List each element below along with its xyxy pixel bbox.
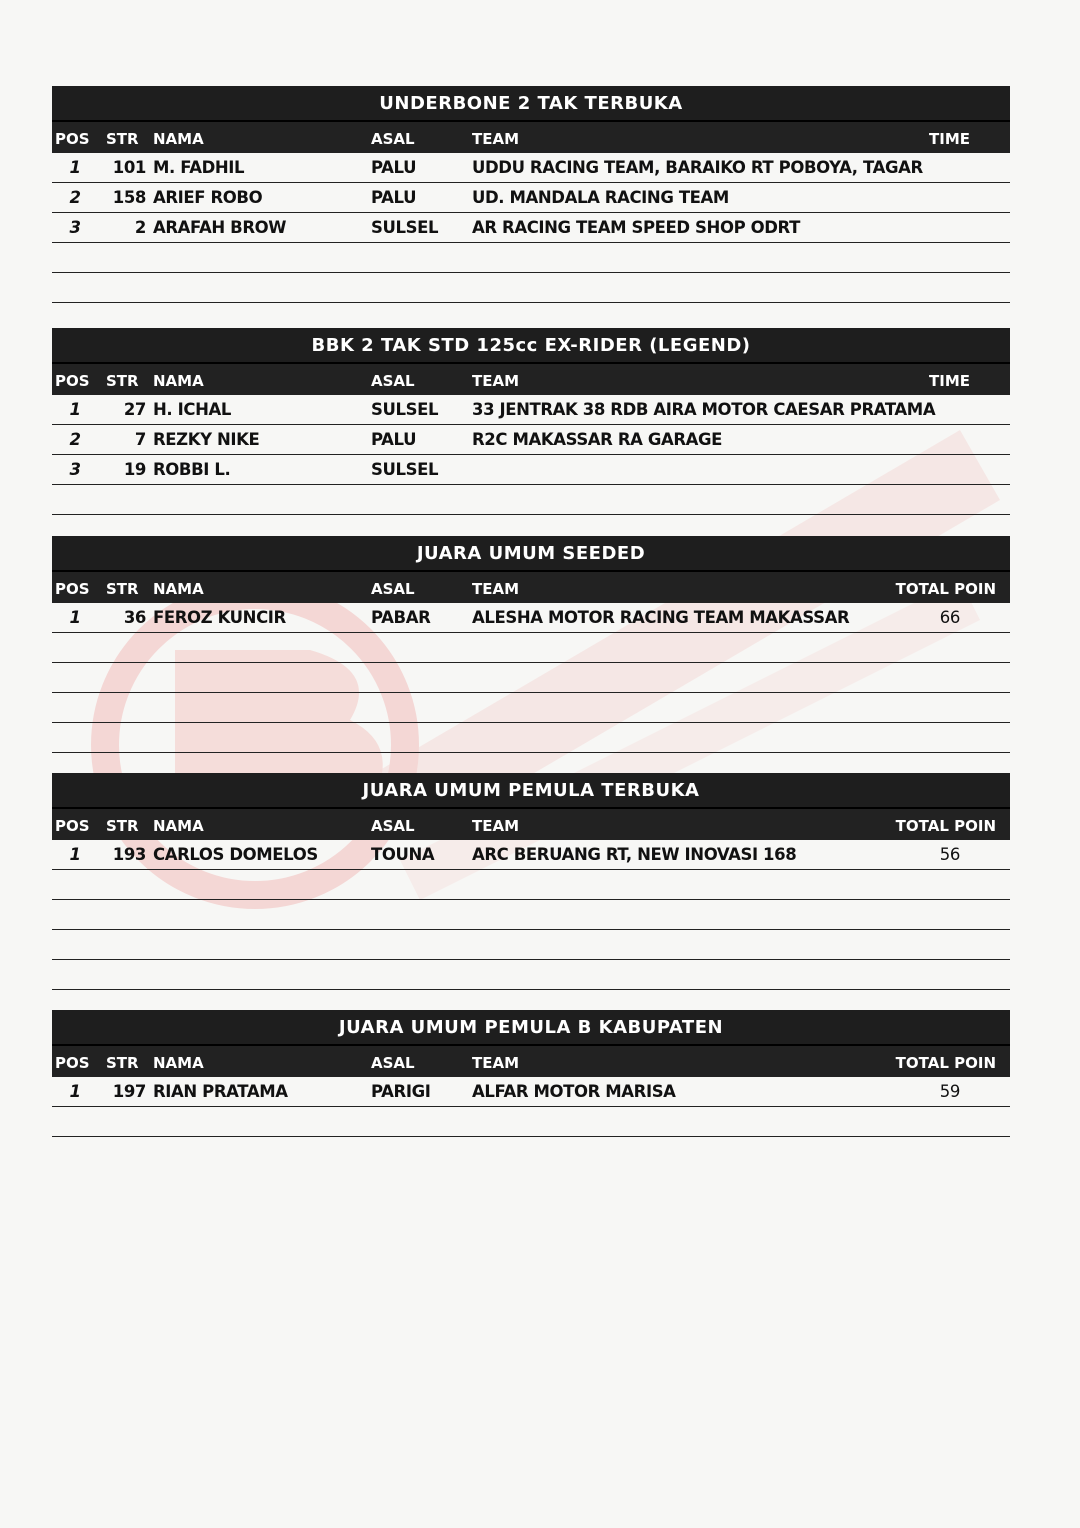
col-team: TEAM <box>472 130 520 148</box>
cell-nama: CARLOS DOMELOS <box>153 845 318 864</box>
cell-asal: PALU <box>371 430 417 449</box>
cell-asal: TOUNA <box>371 845 435 864</box>
cell-asal: PARIGI <box>371 1082 431 1101</box>
table-row <box>52 183 1010 213</box>
cell-team: ALFAR MOTOR MARISA <box>472 1082 676 1101</box>
cell-asal: PALU <box>371 188 417 207</box>
cell-team: UD. MANDALA RACING TEAM <box>472 188 729 207</box>
cell-pos: 1 <box>69 608 81 627</box>
cell-pos: 1 <box>69 158 81 177</box>
col-team: TEAM <box>472 372 520 390</box>
cell-pos: 2 <box>69 188 81 207</box>
empty-row <box>52 900 1010 930</box>
cell-asal: SULSEL <box>371 460 439 479</box>
empty-row <box>52 243 1010 273</box>
cell-total-poin: 56 <box>939 845 960 864</box>
table-row <box>52 603 1010 633</box>
cell-total-poin: 59 <box>939 1082 960 1101</box>
section-juara-seeded <box>52 536 1010 753</box>
empty-row <box>52 930 1010 960</box>
table-row <box>52 395 1010 425</box>
table-header <box>52 809 1010 840</box>
col-asal: ASAL <box>371 130 415 148</box>
cell-str: 36 <box>123 608 146 627</box>
col-pos: POS <box>55 1054 90 1072</box>
empty-row <box>52 663 1010 693</box>
col-nama: NAMA <box>153 580 204 598</box>
empty-row <box>52 870 1010 900</box>
cell-nama: ARIEF ROBO <box>153 188 263 207</box>
cell-team: UDDU RACING TEAM, BARAIKO RT POBOYA, TAGAR <box>472 158 923 177</box>
cell-total-poin: 66 <box>939 608 960 627</box>
col-asal: ASAL <box>371 372 415 390</box>
col-nama: NAMA <box>153 817 204 835</box>
table-header <box>52 572 1010 603</box>
empty-row <box>52 485 1010 515</box>
section-juara-pemula-b-kabupaten <box>52 1010 1010 1137</box>
cell-str: 193 <box>112 845 146 864</box>
col-str: STR <box>106 372 139 390</box>
cell-str: 19 <box>123 460 146 479</box>
col-str: STR <box>106 130 139 148</box>
col-asal: ASAL <box>371 580 415 598</box>
table-row <box>52 1077 1010 1107</box>
empty-row <box>52 1107 1010 1137</box>
empty-row <box>52 693 1010 723</box>
table-header <box>52 364 1010 395</box>
cell-team: R2C MAKASSAR RA GARAGE <box>472 430 723 449</box>
col-total-poin: TOTAL POIN <box>895 1054 996 1072</box>
cell-team: ARC BERUANG RT, NEW INOVASI 168 <box>472 845 797 864</box>
section-title: JUARA UMUM PEMULA TERBUKA <box>52 773 1010 809</box>
cell-pos: 3 <box>69 218 81 237</box>
cell-pos: 1 <box>69 1082 81 1101</box>
table-row <box>52 840 1010 870</box>
cell-nama: ROBBI L. <box>153 460 231 479</box>
section-juara-pemula-terbuka <box>52 773 1010 990</box>
section-underbone <box>52 86 1010 303</box>
col-time: TIME <box>929 130 970 148</box>
empty-row <box>52 273 1010 303</box>
col-team: TEAM <box>472 817 520 835</box>
cell-str: 7 <box>134 430 146 449</box>
table-row <box>52 213 1010 243</box>
cell-nama: FEROZ KUNCIR <box>153 608 286 627</box>
table-header <box>52 122 1010 153</box>
col-str: STR <box>106 817 139 835</box>
col-team: TEAM <box>472 580 520 598</box>
cell-nama: RIAN PRATAMA <box>153 1082 288 1101</box>
section-title: BBK 2 TAK STD 125cc EX-RIDER (LEGEND) <box>52 328 1010 364</box>
table-header <box>52 1046 1010 1077</box>
section-title: UNDERBONE 2 TAK TERBUKA <box>52 86 1010 122</box>
col-total-poin: TOTAL POIN <box>895 580 996 598</box>
section-title: JUARA UMUM SEEDED <box>52 536 1010 572</box>
cell-str: 2 <box>134 218 146 237</box>
cell-nama: M. FADHIL <box>153 158 245 177</box>
cell-asal: SULSEL <box>371 218 439 237</box>
cell-nama: REZKY NIKE <box>153 430 260 449</box>
col-pos: POS <box>55 817 90 835</box>
cell-str: 27 <box>123 400 146 419</box>
cell-pos: 1 <box>69 400 81 419</box>
col-time: TIME <box>929 372 970 390</box>
cell-str: 158 <box>112 188 146 207</box>
cell-str: 197 <box>112 1082 146 1101</box>
table-row <box>52 455 1010 485</box>
col-team: TEAM <box>472 1054 520 1072</box>
section-title: JUARA UMUM PEMULA B KABUPATEN <box>52 1010 1010 1046</box>
col-asal: ASAL <box>371 817 415 835</box>
col-str: STR <box>106 580 139 598</box>
empty-row <box>52 960 1010 990</box>
col-asal: ASAL <box>371 1054 415 1072</box>
cell-nama: ARAFAH BROW <box>153 218 287 237</box>
cell-pos: 2 <box>69 430 81 449</box>
col-nama: NAMA <box>153 130 204 148</box>
cell-team: ALESHA MOTOR RACING TEAM MAKASSAR <box>472 608 850 627</box>
cell-team: 33 JENTRAK 38 RDB AIRA MOTOR CAESAR PRATAMA <box>472 400 936 419</box>
empty-row <box>52 723 1010 753</box>
section-bbk-legend <box>52 328 1010 515</box>
cell-str: 101 <box>112 158 146 177</box>
col-pos: POS <box>55 130 90 148</box>
table-row <box>52 425 1010 455</box>
cell-asal: PABAR <box>371 608 431 627</box>
cell-asal: PALU <box>371 158 417 177</box>
cell-team: AR RACING TEAM SPEED SHOP ODRT <box>472 218 800 237</box>
col-nama: NAMA <box>153 372 204 390</box>
cell-pos: 1 <box>69 845 81 864</box>
col-total-poin: TOTAL POIN <box>895 817 996 835</box>
table-row <box>52 153 1010 183</box>
empty-row <box>52 633 1010 663</box>
col-pos: POS <box>55 372 90 390</box>
col-pos: POS <box>55 580 90 598</box>
cell-pos: 3 <box>69 460 81 479</box>
cell-nama: H. ICHAL <box>153 400 231 419</box>
col-nama: NAMA <box>153 1054 204 1072</box>
col-str: STR <box>106 1054 139 1072</box>
cell-asal: SULSEL <box>371 400 439 419</box>
